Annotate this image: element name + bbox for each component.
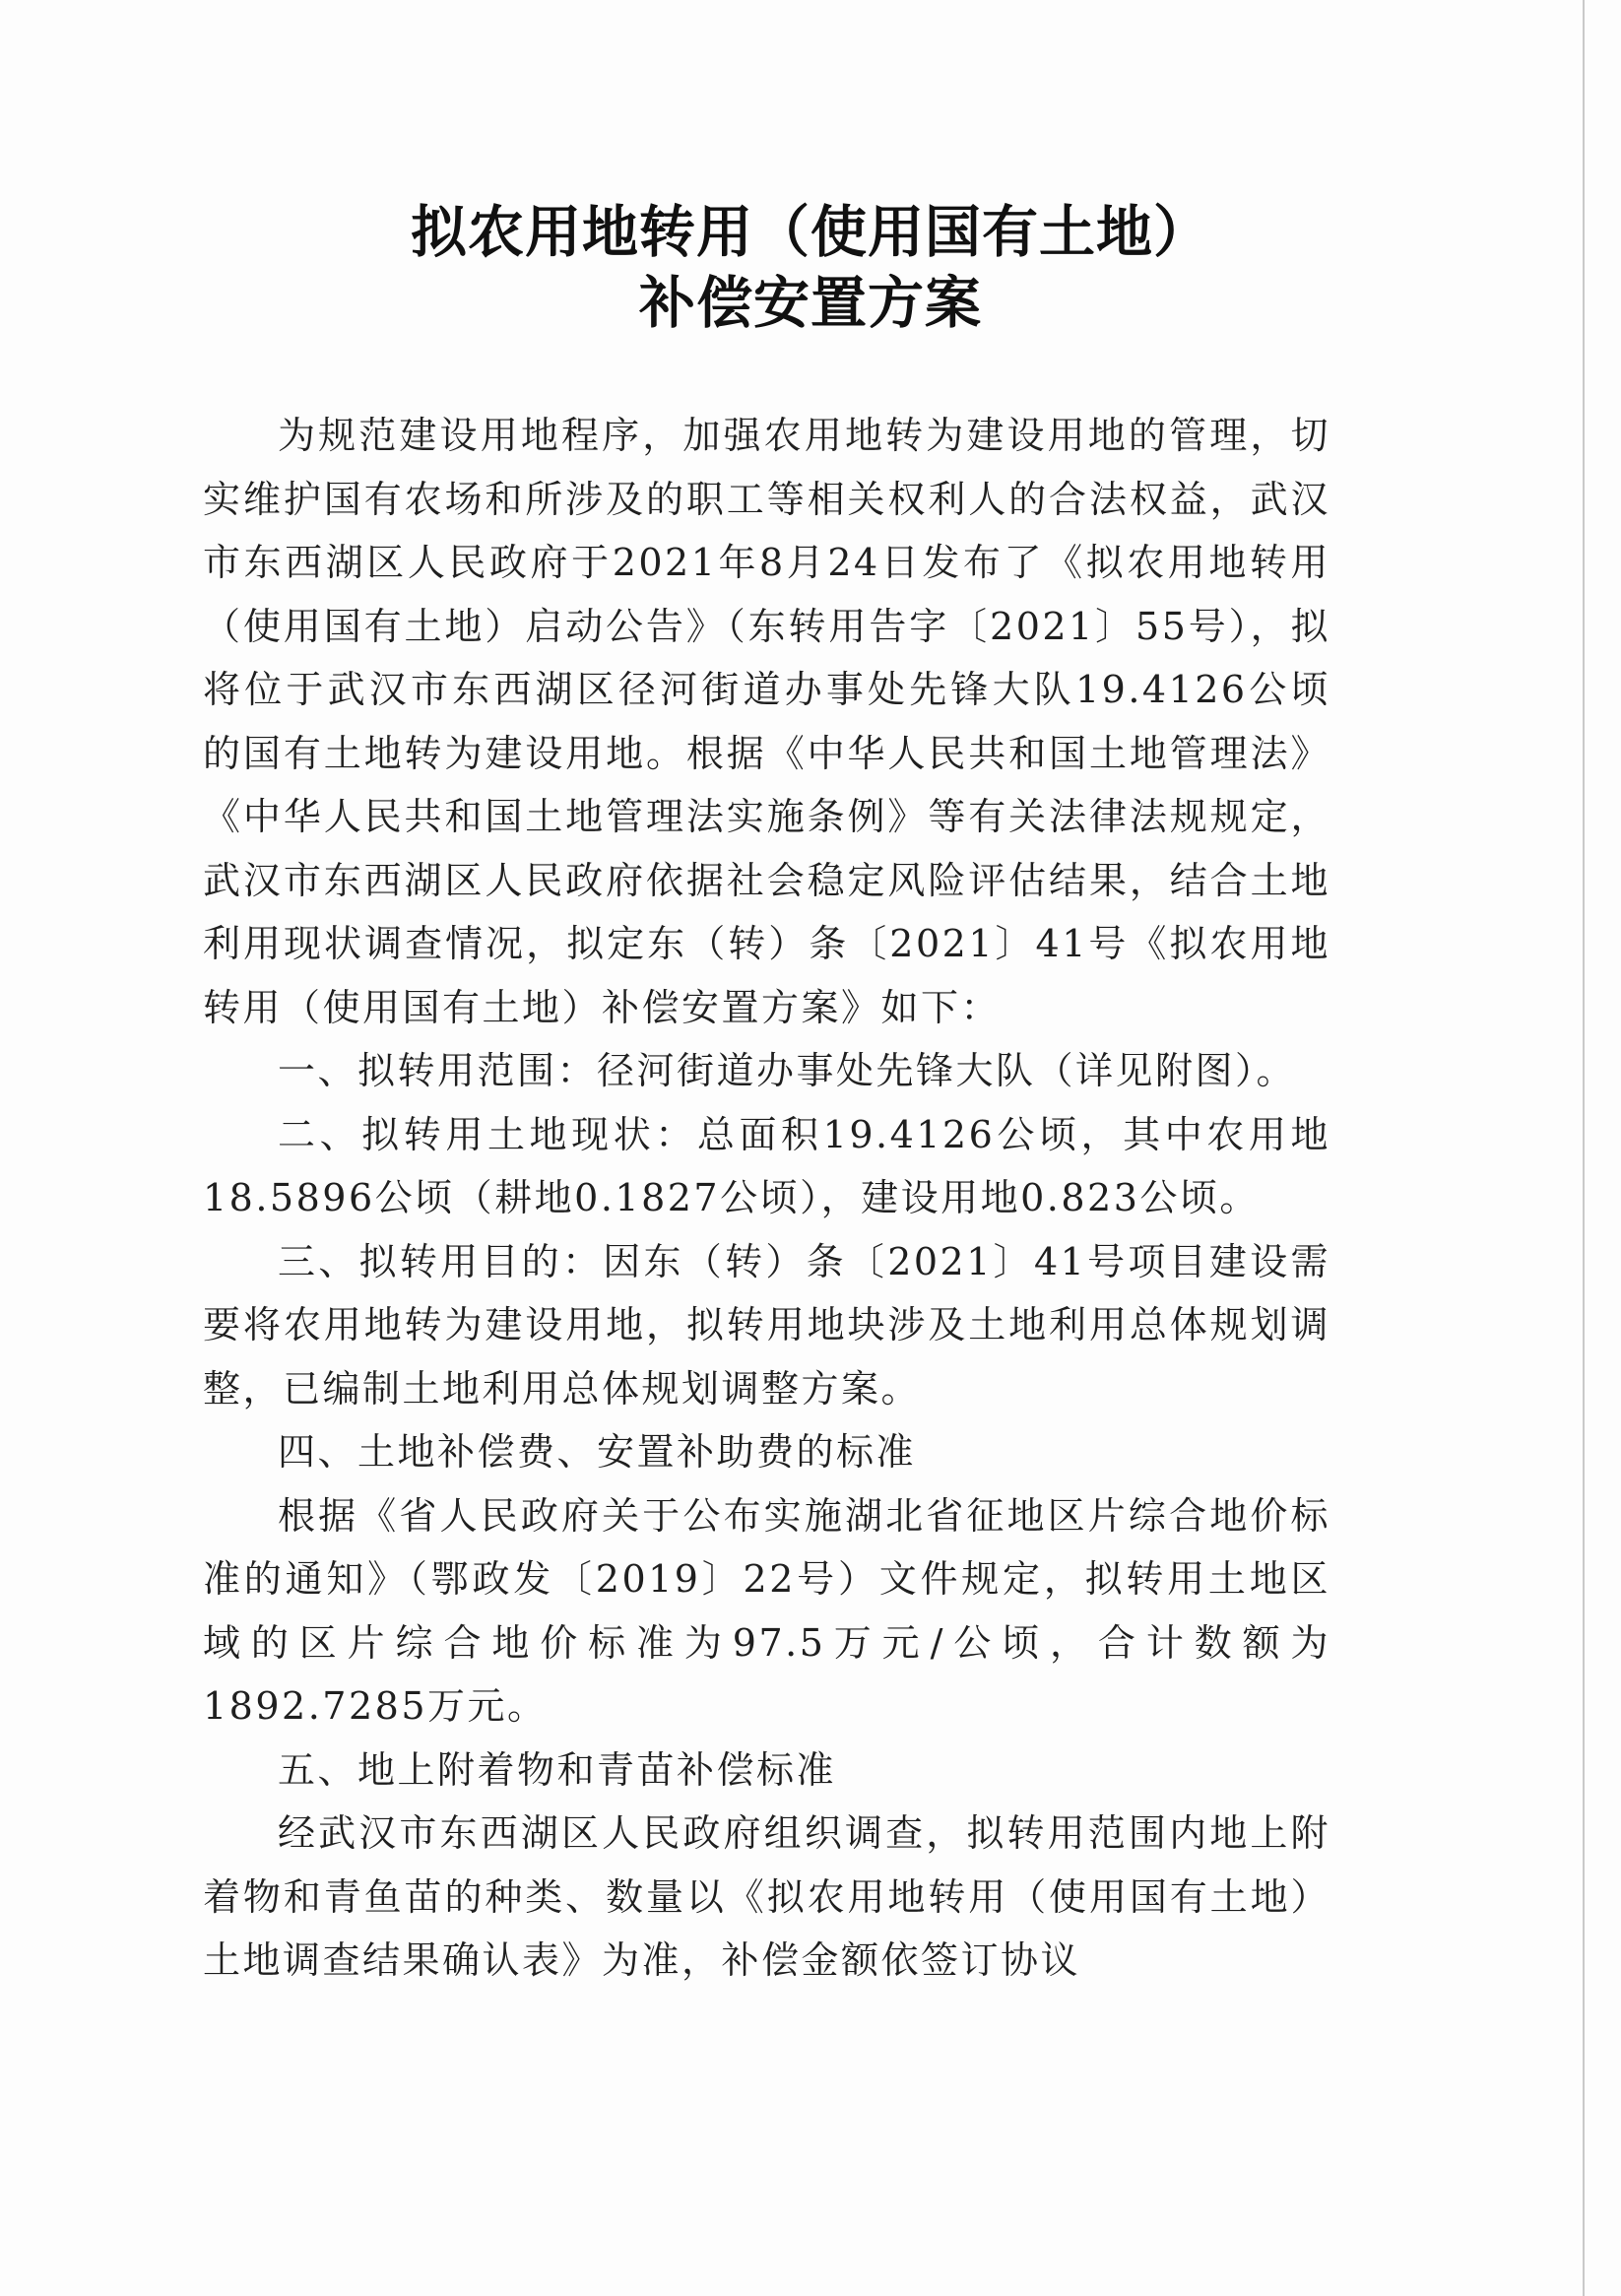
paragraph-intro: 为规范建设用地程序，加强农用地转为建设用地的管理，切实维护国有农场和所涉及的职工等相关权利人的合法权益，武汉市东西湖区人民政府于2021年8月24日发布了《拟农用地转用（使用国有土地）启动公告》（东转用告字〔2021〕55号），拟将位于武汉市东西湖区径河街道办事处先锋大队19.4126公顷的国有土地转为建设用地。根据《中华人民共和国土地管理法》《中华人民共和国土地管理法实施条例》等有关法律法规规定，武汉市东西湖区人民政府依据社会稳定风险评估结果，结合土地利用现状调查情况，拟定东（转）条〔2021〕41号《拟农用地转用（使用国有土地）补偿安置方案》如下： <box>203 414 1330 1029</box>
paragraph-section-3: 三、拟转用目的：因东（转）条〔2021〕41号项目建设需要将农用地转为建设用地，拟转用地块涉及土地利用总体规划调整，已编制土地利用总体规划调整方案。 <box>203 1239 1330 1410</box>
document-body <box>203 404 1330 1993</box>
document-title <box>0 197 1621 339</box>
heading-section-5: 五、地上附着物和青苗补偿标准 <box>278 1747 837 1792</box>
binding-margin-line <box>1583 0 1585 2296</box>
title-line-2: 补偿安置方案 <box>639 271 982 336</box>
title-line-1: 拟农用地转用（使用国有土地） <box>411 200 1210 265</box>
paragraph-section-1: 一、拟转用范围：径河街道办事处先锋大队（详见附图）。 <box>278 1049 1297 1092</box>
paragraph-section-2: 二、拟转用土地现状：总面积19.4126公顷，其中农用地18.5896公顷（耕地0.1827公顷），建设用地0.823公顷。 <box>203 1112 1330 1219</box>
heading-section-4: 四、土地补偿费、安置补助费的标准 <box>278 1430 917 1474</box>
paragraph-section-4: 根据《省人民政府关于公布实施湖北省征地区片综合地价标准的通知》（鄂政发〔2019〕22号）文件规定，拟转用土地区域的区片综合地价标准为97.5万元/公顷，合计数额为1892.7285万元。 <box>203 1493 1330 1728</box>
paragraph-section-5: 经武汉市东西湖区人民政府组织调查，拟转用范围内地上附着物和青鱼苗的种类、数量以《拟农用地转用（使用国有土地）土地调查结果确认表》为准，补偿金额依签订协议 <box>203 1811 1330 1982</box>
